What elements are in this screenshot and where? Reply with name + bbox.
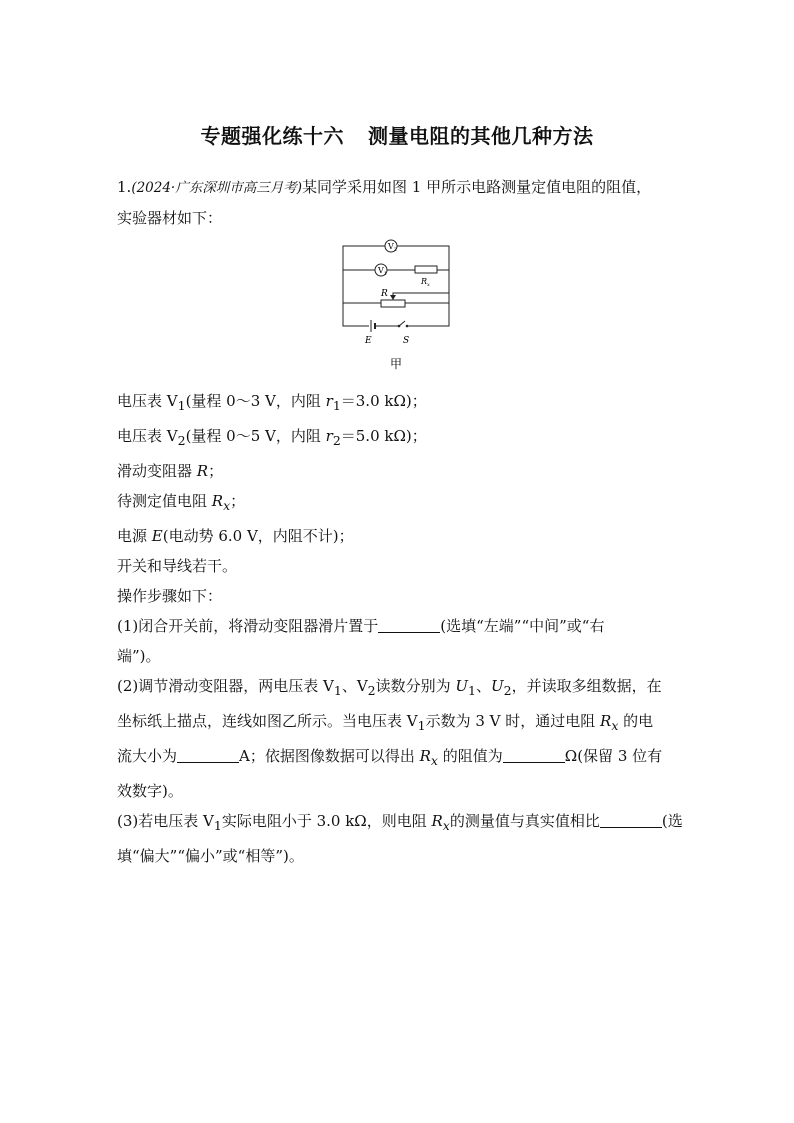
circuit-slider-wire <box>393 293 449 298</box>
step-2-line-2: 坐标纸上描点，连线如图乙所示。当电压表 $V_1$示数为 3 V 时，通过电阻 $R_x$ 的电 <box>117 712 654 733</box>
step-3-line-2: 填“偏大”“偏小”或“相等”)。 <box>117 847 304 865</box>
material-rheostat: 滑动变阻器 R； <box>117 462 224 480</box>
step-2-line-4: 效数字)。 <box>117 782 183 800</box>
answer-blank-1[interactable] <box>378 618 440 633</box>
answer-blank-4[interactable] <box>600 813 662 828</box>
circuit-wire-left <box>343 246 385 326</box>
circuit-wire-right <box>397 246 449 326</box>
step-1-line-1: (1)闭合开关前，将滑动变阻器滑片置于 (选填“左端”“中间”或“右 <box>117 617 605 635</box>
circuit-diagram <box>337 235 455 370</box>
s-label: S <box>403 336 410 346</box>
answer-blank-2[interactable] <box>177 748 239 763</box>
material-v2: 电压表 $V_2$(量程 0～5 V，内阻 $r_2=5.0$ kΩ)； <box>117 427 427 448</box>
step-3-line-1: (3)若电压表 $V_1$实际电阻小于 3.0 kΩ，则电阻 $R_x$的测量值与真实值相比 (选 <box>117 812 683 833</box>
intro-text: 某同学采用如图 1 甲所示电路测量定值电阻的阻值， <box>302 178 652 196</box>
intro-line-1 <box>117 172 682 203</box>
material-resistor: 待测定值电阻 $R_x$； <box>117 492 246 513</box>
step-2-line-1: (2)调节滑动变阻器，两电压表 $V_1$、$V_2$读数分别为 $U_1$、$U_2$，并读取多组数据，在 <box>117 677 662 698</box>
answer-blank-3[interactable] <box>503 748 565 763</box>
r-label: R <box>381 289 388 299</box>
page-title <box>0 120 794 149</box>
material-switch: 开关和导线若干。 <box>117 557 238 575</box>
resistor-rx-icon <box>415 266 437 273</box>
step-2-line-3: 流大小为 A；依据图像数据可以得出 $R_x$ 的阻值为 Ω(保留 3 位有 <box>117 747 663 768</box>
title-part1: 专题强化练十六 <box>200 124 344 148</box>
question-number: 1. <box>117 178 132 196</box>
intro-text-2: 实验器材如下： <box>117 209 223 227</box>
steps-title: 操作步骤如下： <box>117 587 223 605</box>
v2-label: $V_2$ <box>388 242 397 253</box>
question-1-intro <box>117 172 682 233</box>
material-v1: 电压表 $V_1$(量程 0～3 V，内阻 $r_1=3.0$ kΩ)； <box>117 392 427 413</box>
step-1-line-2: 端”)。 <box>117 647 161 665</box>
rheostat-r-icon <box>381 300 405 307</box>
intro-line-2 <box>117 203 682 233</box>
switch-contact-left <box>398 325 401 328</box>
v1-label: $V_1$ <box>378 266 387 277</box>
title-part2: 测量电阻的其他几种方法 <box>368 124 594 148</box>
slider-arrow-icon <box>390 295 396 300</box>
material-source: 电源 E(电动势 6.0 V，内阻不计)； <box>117 527 354 545</box>
rx-label: $R_x$ <box>421 277 430 288</box>
question-source: (2024·广东深圳市高三月考) <box>131 180 302 196</box>
switch-contact-right <box>406 325 409 328</box>
question-1-body <box>117 386 682 871</box>
e-label: E <box>365 336 372 346</box>
figure-caption: 甲 <box>389 357 403 370</box>
